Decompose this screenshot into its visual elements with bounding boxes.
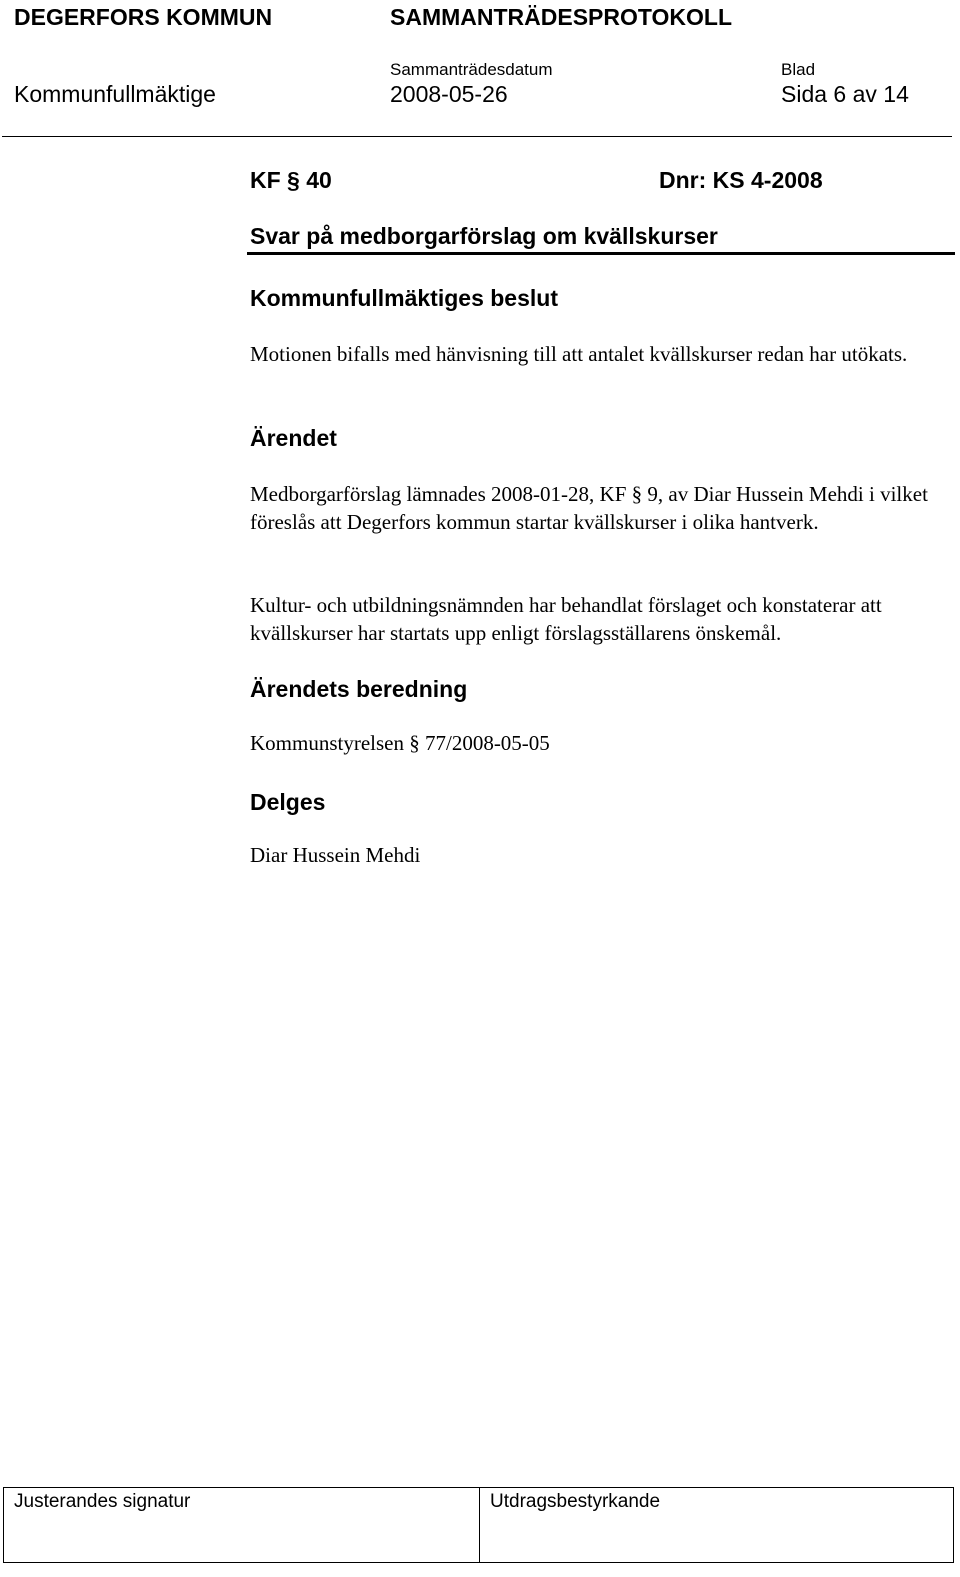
paragraph-reference: KF § 40 [250,167,332,193]
preparation-text: Kommunstyrelsen § 77/2008-05-05 [250,731,550,755]
signature-label: Justerandes signatur [14,1491,191,1512]
distribution-text: Diar Hussein Mehdi [250,843,421,867]
distribution-heading: Delges [250,789,326,815]
extract-certification-label: Utdragsbestyrkande [490,1491,661,1512]
title-underline [247,252,955,255]
body-name: Kommunfullmäktige [14,81,216,107]
matter-heading: Ärendet [250,425,337,451]
matter-text-1: Medborgarförslag lämnades 2008-01-28, KF § 9, av Diar Hussein Mehdi i vilket föreslås att Degerfors kommun startar kvällskurser i olika hantverk. [250,482,928,534]
meeting-date: 2008-05-26 [390,81,508,107]
org-name: DEGERFORS KOMMUN [14,4,273,30]
decision-heading: Kommunfullmäktiges beslut [250,285,558,311]
preparation-heading: Ärendets beredning [250,676,468,702]
item-title: Svar på medborgarförslag om kvällskurser [250,223,718,249]
header-divider [2,136,952,137]
matter-text-2: Kultur- och utbildningsnämnden har behandlat förslaget och konstaterar att kvällskurser har startats upp enligt förslagsställarens önskemål. [250,593,882,645]
date-label: Sammanträdesdatum [390,60,553,79]
page-label: Blad [781,60,816,79]
document-type: SAMMANTRÄDESPROTOKOLL [390,4,733,30]
diary-number: Dnr: KS 4-2008 [659,167,823,193]
decision-text: Motionen bifalls med hänvisning till att antalet kvällskurser redan har utökats. [250,342,908,366]
signature-box-divider [479,1487,480,1563]
page-number: Sida 6 av 14 [781,81,909,107]
